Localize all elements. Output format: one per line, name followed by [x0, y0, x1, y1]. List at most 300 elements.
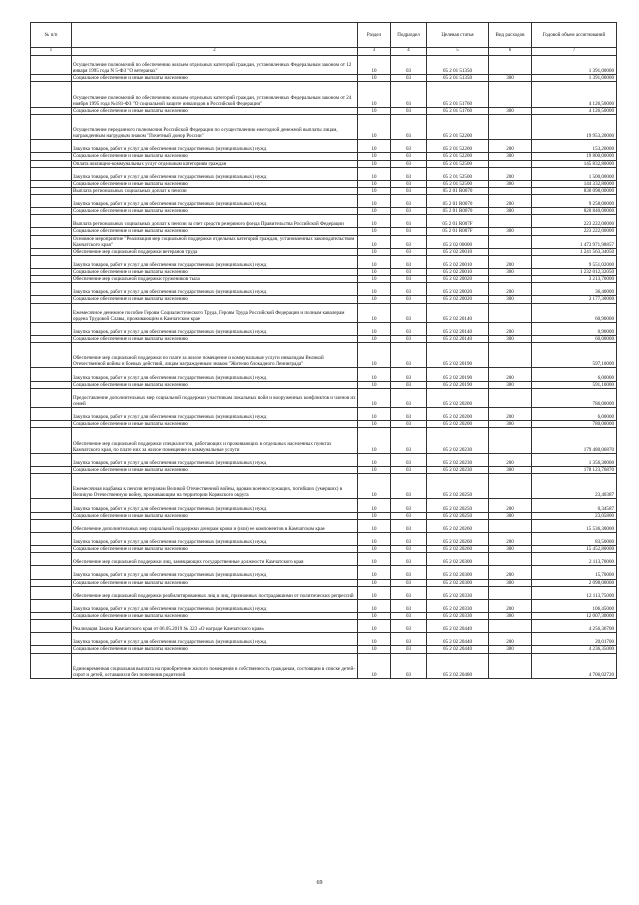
row-podrazdel: 03: [391, 235, 427, 248]
row-target-article: 05 2 02 20010: [427, 248, 489, 255]
row-sum: 60,00000: [532, 336, 617, 343]
index-cell: 4: [391, 48, 427, 56]
row-razdel: 10: [358, 453, 391, 466]
table-row: [31, 248, 617, 255]
table-row: [31, 368, 617, 381]
row-razdel: 10: [358, 167, 391, 180]
row-sum: 591,10000: [532, 381, 617, 388]
row-podrazdel: 03: [391, 160, 427, 167]
row-sum: 153,20000: [532, 140, 617, 153]
row-name: Социальное обеспечение и иные выплаты населению: [72, 296, 358, 303]
num-cell: [31, 296, 72, 303]
row-name: Социальное обеспечение и иные выплаты населению: [72, 646, 358, 653]
row-podrazdel: 03: [391, 553, 427, 566]
num-cell: [31, 453, 72, 466]
row-podrazdel: 03: [391, 512, 427, 519]
row-razdel: 10: [358, 466, 391, 473]
num-cell: [31, 322, 72, 335]
table-row: [31, 566, 617, 579]
row-sum: 178 123,76870: [532, 466, 617, 473]
budget-document: [30, 22, 616, 679]
row-expense-type: 200: [489, 566, 532, 579]
row-target-article: 05 2 02 20440: [427, 633, 489, 646]
index-cell: 3: [358, 48, 391, 56]
row-expense-type: 300: [489, 153, 532, 160]
row-sum: 0,90000: [532, 322, 617, 335]
row-target-article: 05 2 02 20020: [427, 283, 489, 296]
row-podrazdel: 03: [391, 613, 427, 620]
row-podrazdel: 03: [391, 56, 427, 75]
num-cell: [31, 195, 72, 208]
num-cell: [31, 466, 72, 473]
row-expense-type: [489, 586, 532, 599]
table-row: [31, 586, 617, 599]
row-name: Обеспечение мер социальной поддержки лиц, замещающих государственные должности Камчатского края: [72, 553, 358, 566]
table-row: [31, 499, 617, 512]
row-razdel: 10: [358, 114, 391, 139]
table-row: [31, 167, 617, 180]
row-razdel: 10: [358, 56, 391, 75]
row-razdel: 10: [358, 368, 391, 381]
row-expense-type: 200: [489, 195, 532, 208]
row-target-article: 05 2 02 20260: [427, 546, 489, 553]
row-name: Социальное обеспечение и иные выплаты населению: [72, 579, 358, 586]
row-expense-type: 200: [489, 633, 532, 646]
table-row: [31, 140, 617, 153]
row-expense-type: 200: [489, 499, 532, 512]
row-razdel: 10: [358, 408, 391, 421]
row-sum: 223 222,00000: [532, 228, 617, 235]
table-row: [31, 208, 617, 215]
row-expense-type: 300: [489, 579, 532, 586]
row-target-article: 05 2 02 20140: [427, 336, 489, 343]
table-row: [31, 546, 617, 553]
row-target-article: 05 2 02 20010: [427, 269, 489, 276]
row-expense-type: 300: [489, 512, 532, 519]
table-row: [31, 283, 617, 296]
row-name: Социальное обеспечение и иные выплаты населению: [72, 269, 358, 276]
row-sum: 15 452,80000: [532, 546, 617, 553]
row-razdel: 10: [358, 75, 391, 82]
table-header-row: [31, 23, 617, 48]
row-expense-type: 200: [489, 532, 532, 545]
row-sum: 106,45000: [532, 599, 617, 612]
row-razdel: 10: [358, 180, 391, 187]
row-sum: 60,90000: [532, 303, 617, 322]
num-cell: [31, 579, 72, 586]
row-target-article: 05 2 02 20330: [427, 586, 489, 599]
row-target-article: 05 2 02 20330: [427, 613, 489, 620]
row-razdel: 10: [358, 388, 391, 407]
table-index-row: [31, 48, 617, 56]
row-expense-type: 200: [489, 283, 532, 296]
row-sum: 2 113,70000: [532, 553, 617, 566]
row-razdel: 10: [358, 532, 391, 545]
row-target-article: 05 2 01 R0070: [427, 195, 489, 208]
table-row: [31, 180, 617, 187]
row-expense-type: [489, 303, 532, 322]
row-target-article: 05 2 02 20020: [427, 296, 489, 303]
row-podrazdel: 03: [391, 586, 427, 599]
table-row: [31, 428, 617, 453]
table-row: [31, 633, 617, 646]
row-expense-type: [489, 474, 532, 499]
table-row: [31, 215, 617, 228]
row-razdel: 10: [358, 336, 391, 343]
row-sum: 6,00000: [532, 368, 617, 381]
row-expense-type: 300: [489, 381, 532, 388]
row-target-article: 05 2 01 R007F: [427, 228, 489, 235]
row-expense-type: 200: [489, 322, 532, 335]
row-podrazdel: 03: [391, 466, 427, 473]
row-name: Обеспечение мер социальной поддержки реабилитированных лиц и лиц, признанных пострадавшими от политических репрессий: [72, 586, 358, 599]
row-razdel: 10: [358, 474, 391, 499]
row-podrazdel: 03: [391, 107, 427, 114]
num-cell: [31, 208, 72, 215]
row-target-article: 05 2 02 20250: [427, 499, 489, 512]
num-cell: [31, 428, 72, 453]
row-sum: 83,50000: [532, 532, 617, 545]
table-row: [31, 388, 617, 407]
row-expense-type: [489, 519, 532, 532]
table-row: [31, 343, 617, 368]
table-row: [31, 228, 617, 235]
table-row: [31, 653, 617, 678]
row-name: Социальное обеспечение и иные выплаты населению: [72, 208, 358, 215]
row-razdel: 10: [358, 646, 391, 653]
num-cell: [31, 343, 72, 368]
row-name: Осуществление полномочий по обеспечению жильем отдельных категорий граждан, установленных Федеральным законом от 24 ноября 1995 года №181-ФЗ "О социальной защите инвалидов в Российской Федерации": [72, 82, 358, 107]
row-target-article: 05 2 01 52200: [427, 114, 489, 139]
row-sum: 3 213,70000: [532, 276, 617, 283]
row-razdel: 10: [358, 553, 391, 566]
row-razdel: 10: [358, 613, 391, 620]
row-expense-type: [489, 428, 532, 453]
row-name: Обеспечение мер социальной поддержки специалистов, работающих и проживающих в отдельных населенных пунктах Камчатского края, по плате них за жилое помещение и коммунальные услуги: [72, 428, 358, 453]
row-razdel: 10: [358, 235, 391, 248]
budget-table: [30, 22, 617, 679]
table-row: [31, 56, 617, 75]
row-name: Закупка товаров, работ и услуг для обеспечения государственных (муниципальных) нужд: [72, 140, 358, 153]
row-sum: 1 391,00000: [532, 56, 617, 75]
row-name: Обеспечение мер социальной поддержки по плате за жилое помещение и коммунальные услуги инвалидам Великой Отечественной войны и боевых действий, лицам награжденным знаком "Жителю блокадного Ленинграда": [72, 343, 358, 368]
row-podrazdel: 03: [391, 566, 427, 579]
row-razdel: 10: [358, 82, 391, 107]
row-target-article: 05 2 01 52200: [427, 140, 489, 153]
row-target-article: 05 2 01 52500: [427, 160, 489, 167]
row-sum: 23,05800: [532, 512, 617, 519]
row-name: Обеспечение мер социальной поддержки ветеранов труда: [72, 248, 358, 255]
num-cell: [31, 546, 72, 553]
row-target-article: 05 2 02 20250: [427, 512, 489, 519]
num-cell: [31, 276, 72, 283]
row-expense-type: [489, 343, 532, 368]
index-cell: 1: [31, 48, 72, 56]
table-row: [31, 255, 617, 268]
row-sum: 1 241 563,34050: [532, 248, 617, 255]
row-sum: 4 706,02720: [532, 653, 617, 678]
row-razdel: 10: [358, 653, 391, 678]
num-cell: [31, 381, 72, 388]
table-row: [31, 336, 617, 343]
row-sum: 780,00000: [532, 421, 617, 428]
row-expense-type: 200: [489, 255, 532, 268]
row-expense-type: [489, 160, 532, 167]
row-target-article: 05 2 01 52500: [427, 180, 489, 187]
table-row: [31, 532, 617, 545]
row-podrazdel: 03: [391, 532, 427, 545]
row-razdel: 10: [358, 499, 391, 512]
num-cell: [31, 408, 72, 421]
num-cell: [31, 187, 72, 194]
row-name: Социальное обеспечение и иные выплаты населению: [72, 381, 358, 388]
row-target-article: 05 2 02 20140: [427, 322, 489, 335]
row-razdel: 10: [358, 343, 391, 368]
num-cell: [31, 215, 72, 228]
row-expense-type: [489, 276, 532, 283]
table-body: [31, 56, 617, 679]
row-target-article: 05 2 02 20260: [427, 519, 489, 532]
row-expense-type: 300: [489, 208, 532, 215]
header-podrazdel: Подраздел: [391, 23, 427, 48]
row-sum: 820 840,00000: [532, 208, 617, 215]
row-name: Закупка товаров, работ и услуг для обеспечения государственных (муниципальных) нужд: [72, 167, 358, 180]
header-target-article: Целевая статья: [427, 23, 489, 48]
row-sum: 36,40000: [532, 283, 617, 296]
header-name: [72, 23, 358, 48]
row-razdel: 10: [358, 215, 391, 228]
row-expense-type: 300: [489, 336, 532, 343]
row-target-article: 05 2 01 R0070: [427, 187, 489, 194]
row-name: Закупка товаров, работ и услуг для обеспечения государственных (муниципальных) нужд: [72, 368, 358, 381]
row-target-article: 05 2 01 51760: [427, 107, 489, 114]
num-cell: [31, 512, 72, 519]
row-target-article: 05 2 01 52200: [427, 153, 489, 160]
num-cell: [31, 180, 72, 187]
row-sum: 0,34587: [532, 499, 617, 512]
row-sum: 144 332,80000: [532, 180, 617, 187]
row-razdel: 10: [358, 381, 391, 388]
row-podrazdel: 03: [391, 82, 427, 107]
row-podrazdel: 03: [391, 228, 427, 235]
row-sum: 179 480,06870: [532, 428, 617, 453]
table-row: [31, 474, 617, 499]
row-razdel: 10: [358, 140, 391, 153]
num-cell: [31, 255, 72, 268]
row-name: Социальное обеспечение и иные выплаты населению: [72, 336, 358, 343]
row-expense-type: 300: [489, 180, 532, 187]
row-name: Социальное обеспечение и иные выплаты населению: [72, 613, 358, 620]
row-podrazdel: 03: [391, 388, 427, 407]
row-podrazdel: 03: [391, 653, 427, 678]
row-sum: 6,00000: [532, 408, 617, 421]
row-target-article: 05 2 01 51350: [427, 56, 489, 75]
row-razdel: 10: [358, 586, 391, 599]
row-podrazdel: 03: [391, 474, 427, 499]
num-cell: [31, 303, 72, 322]
row-expense-type: [489, 653, 532, 678]
row-name: Выплата региональных социальных доплат к пенсии за счет средств резервного фонда Правительства Российской Федерации: [72, 215, 358, 228]
num-cell: [31, 653, 72, 678]
row-podrazdel: 03: [391, 343, 427, 368]
row-target-article: 05 2 02 20230: [427, 428, 489, 453]
row-name: Социальное обеспечение и иные выплаты населению: [72, 228, 358, 235]
row-name: Закупка товаров, работ и услуг для обеспечения государственных (муниципальных) нужд: [72, 408, 358, 421]
row-name: Закупка товаров, работ и услуг для обеспечения государственных (муниципальных) нужд: [72, 599, 358, 612]
table-row: [31, 322, 617, 335]
row-podrazdel: 03: [391, 187, 427, 194]
row-razdel: 10: [358, 428, 391, 453]
row-sum: 145 832,80000: [532, 160, 617, 167]
row-name: Закупка товаров, работ и услуг для обеспечения государственных (муниципальных) нужд: [72, 633, 358, 646]
row-target-article: 05 2 02 20230: [427, 466, 489, 473]
table-row: [31, 620, 617, 633]
row-podrazdel: 03: [391, 208, 427, 215]
row-razdel: 10: [358, 269, 391, 276]
row-target-article: 05 2 01 R007F: [427, 215, 489, 228]
row-podrazdel: 03: [391, 428, 427, 453]
row-expense-type: [489, 553, 532, 566]
row-podrazdel: 03: [391, 620, 427, 633]
row-name: Оплата жилищно-коммунальных услуг отдельным категориям граждан: [72, 160, 358, 167]
row-expense-type: [489, 388, 532, 407]
row-podrazdel: 03: [391, 180, 427, 187]
row-name: Социальное обеспечение и иные выплаты населению: [72, 107, 358, 114]
row-expense-type: 300: [489, 107, 532, 114]
row-name: Социальное обеспечение и иные выплаты населению: [72, 466, 358, 473]
num-cell: [31, 599, 72, 612]
num-cell: [31, 620, 72, 633]
table-row: [31, 646, 617, 653]
table-row: [31, 107, 617, 114]
row-podrazdel: 03: [391, 322, 427, 335]
row-target-article: 05 2 02 20480: [427, 653, 489, 678]
row-target-article: 05 2 02 20250: [427, 474, 489, 499]
row-name: Закупка товаров, работ и услуг для обеспечения государственных (муниципальных) нужд: [72, 322, 358, 335]
row-sum: 4 256,36700: [532, 620, 617, 633]
row-target-article: 05 2 02 20300: [427, 566, 489, 579]
row-razdel: 10: [358, 276, 391, 283]
row-target-article: 05 2 02 00000: [427, 235, 489, 248]
num-cell: [31, 56, 72, 75]
num-cell: [31, 228, 72, 235]
row-razdel: 10: [358, 620, 391, 633]
header-annual-sum: Годовой объем ассигнований: [532, 23, 617, 48]
table-row: [31, 381, 617, 388]
row-name: Социальное обеспечение и иные выплаты населению: [72, 180, 358, 187]
row-name: Предоставление дополнительных мер социальной поддержки участникам локальных войн и вооруженных конфликтов и членов их семей: [72, 388, 358, 407]
row-target-article: 05 2 02 20200: [427, 421, 489, 428]
row-sum: 4 126,50000: [532, 107, 617, 114]
row-name: Социальное обеспечение и иные выплаты населению: [72, 546, 358, 553]
row-razdel: 10: [358, 255, 391, 268]
row-sum: 23,40387: [532, 474, 617, 499]
row-razdel: 10: [358, 519, 391, 532]
row-expense-type: [489, 56, 532, 75]
row-podrazdel: 03: [391, 283, 427, 296]
num-cell: [31, 553, 72, 566]
row-podrazdel: 03: [391, 546, 427, 553]
row-sum: 4 126,50000: [532, 82, 617, 107]
row-razdel: 10: [358, 283, 391, 296]
num-cell: [31, 613, 72, 620]
row-podrazdel: 03: [391, 269, 427, 276]
row-razdel: 10: [358, 160, 391, 167]
row-razdel: 10: [358, 208, 391, 215]
table-row: [31, 421, 617, 428]
row-razdel: 10: [358, 187, 391, 194]
row-target-article: 05 2 02 20230: [427, 453, 489, 466]
row-target-article: 05 2 01 52500: [427, 167, 489, 180]
row-sum: 19 800,00000: [532, 153, 617, 160]
row-razdel: 10: [358, 512, 391, 519]
row-razdel: 10: [358, 599, 391, 612]
row-expense-type: 300: [489, 269, 532, 276]
row-expense-type: 300: [489, 296, 532, 303]
row-expense-type: [489, 235, 532, 248]
row-name: Социальное обеспечение и иные выплаты населению: [72, 153, 358, 160]
row-sum: 786,00000: [532, 388, 617, 407]
row-sum: 15 536,30000: [532, 519, 617, 532]
row-podrazdel: 03: [391, 499, 427, 512]
num-cell: [31, 269, 72, 276]
row-razdel: 10: [358, 153, 391, 160]
table-row: [31, 453, 617, 466]
row-expense-type: [489, 82, 532, 107]
table-row: [31, 82, 617, 107]
num-cell: [31, 75, 72, 82]
index-cell: 7: [532, 48, 617, 56]
row-podrazdel: 03: [391, 381, 427, 388]
row-name: Закупка товаров, работ и услуг для обеспечения государственных (муниципальных) нужд: [72, 283, 358, 296]
row-podrazdel: 03: [391, 646, 427, 653]
row-podrazdel: 03: [391, 255, 427, 268]
index-cell: 5: [427, 48, 489, 56]
table-row: [31, 512, 617, 519]
row-target-article: 05 2 02 20200: [427, 408, 489, 421]
row-podrazdel: 03: [391, 453, 427, 466]
row-name: Закупка товаров, работ и услуг для обеспечения государственных (муниципальных) нужд: [72, 255, 358, 268]
row-target-article: 05 2 02 20020: [427, 276, 489, 283]
table-row: [31, 195, 617, 208]
table-row: [31, 553, 617, 566]
row-sum: 19 953,20000: [532, 114, 617, 139]
num-cell: [31, 368, 72, 381]
row-expense-type: 300: [489, 228, 532, 235]
row-expense-type: 300: [489, 613, 532, 620]
row-sum: 15,70000: [532, 566, 617, 579]
num-cell: [31, 153, 72, 160]
row-target-article: 05 2 01 51760: [427, 82, 489, 107]
row-expense-type: [489, 187, 532, 194]
row-name: Ежемесячная надбавка к пенсии ветеранам Великой Отечественной войны, вдовам военнослужащих, погибших (умерших) в Великую Отечественную войну, проживающим на территории Корякского округа: [72, 474, 358, 499]
row-razdel: 10: [358, 228, 391, 235]
row-sum: 12 007,30000: [532, 613, 617, 620]
table-row: [31, 599, 617, 612]
num-cell: [31, 633, 72, 646]
row-name: Социальное обеспечение и иные выплаты населению: [72, 75, 358, 82]
row-sum: 1 473 971,98857: [532, 235, 617, 248]
table-row: [31, 408, 617, 421]
num-cell: [31, 82, 72, 107]
table-row: [31, 75, 617, 82]
row-sum: 1 500,00000: [532, 167, 617, 180]
num-cell: [31, 519, 72, 532]
table-row: [31, 187, 617, 194]
row-expense-type: 300: [489, 421, 532, 428]
num-cell: [31, 646, 72, 653]
table-row: [31, 153, 617, 160]
